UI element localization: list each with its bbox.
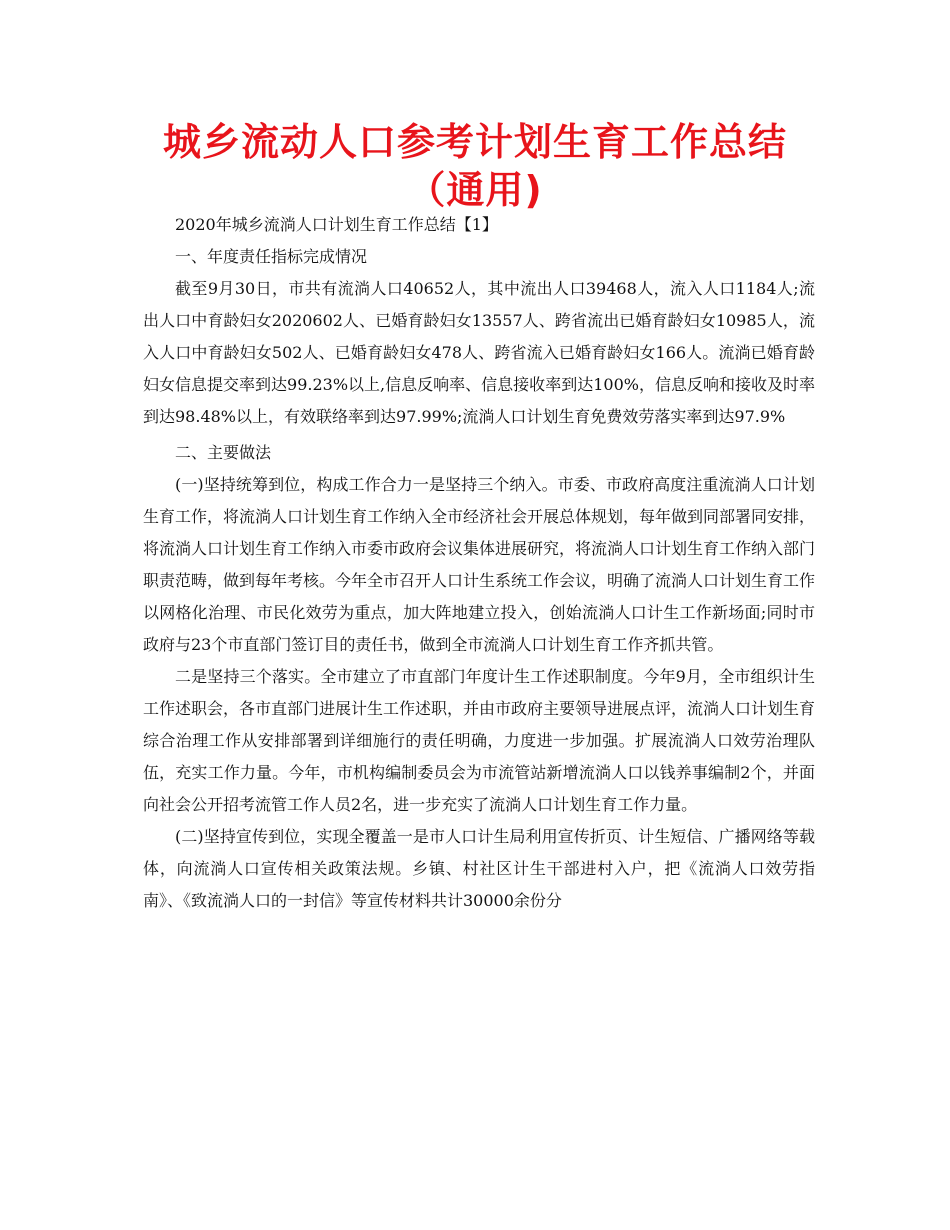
paragraph: 截至9月30日，市共有流淌人口40652人，其中流出人口39468人，流入人口1184人;流出人口中育龄妇女2020602人、已婚育龄妇女13557人、跨省流出已婚育龄妇女10985人，流入人口中育龄妇女502人、已婚育龄妇女478人、跨省流入已婚育龄妇女166人。流淌已婚育龄妇女信息提交率到达99.23%以上,信息反响率、信息接收率到达100%，信息反响和接收及时率到达98.48%以上，有效联络率到达97.99%;流淌人口计划生育免费效劳落实率到达97.9% — [143, 279, 815, 426]
section-heading-1: 一、年度责任指标完成情况 — [175, 247, 368, 266]
section-heading-2: 二、主要做法 — [175, 443, 272, 462]
document-title: 城乡流动人口参考计划生育工作总结（通用) — [162, 120, 787, 212]
paragraph: 二是坚持三个落实。全市建立了市直部门年度计生工作述职制度。今年9月，全市组织计生工作述职会，各市直部门进展计生工作述职，并由市政府主要领导进展点评，流淌人口计划生育综合治理工作从安排部署到详细施行的责任明确，力度进一步加强。扩展流淌人口效劳治理队伍，充实工作力量。今年，市机构编制委员会为市流管站新增流淌人口以钱养事编制2个，并面向社会公开招考流管工作人员2名，进一步充实了流淌人口计划生育工作力量。 — [143, 667, 816, 814]
paragraph: (一)坚持统筹到位，构成工作合力一是坚持三个纳入。市委、市政府高度注重流淌人口计划生育工作，将流淌人口计划生育工作纳入全市经济社会开展总体规划，每年做到同部署同安排，将流淌人口计划生育工作纳入市委市政府会议集体进展研究，将流淌人口计划生育工作纳入部门职责范畴，做到每年考核。今年全市召开人口计生系统工作会议，明确了流淌人口计划生育工作以网格化治理、市民化效劳为重点，加大阵地建立投入，创始流淌人口计生工作新场面;同时市政府与23个市直部门签订目的责任书，做到全市流淌人口计划生育工作齐抓共管。 — [143, 475, 816, 654]
document-body — [143, 209, 815, 917]
paragraph: (二)坚持宣传到位，实现全覆盖一是市人口计生局利用宣传折页、计生短信、广播网络等载体，向流淌人口宣传相关政策法规。乡镇、村社区计生干部进村入户，把《流淌人口效劳指南》、《致流淌人口的一封信》等宣传材料共计30000余份分 — [143, 827, 815, 910]
paragraph-subtitle: 2020年城乡流淌人口计划生育工作总结【1】 — [175, 215, 498, 234]
